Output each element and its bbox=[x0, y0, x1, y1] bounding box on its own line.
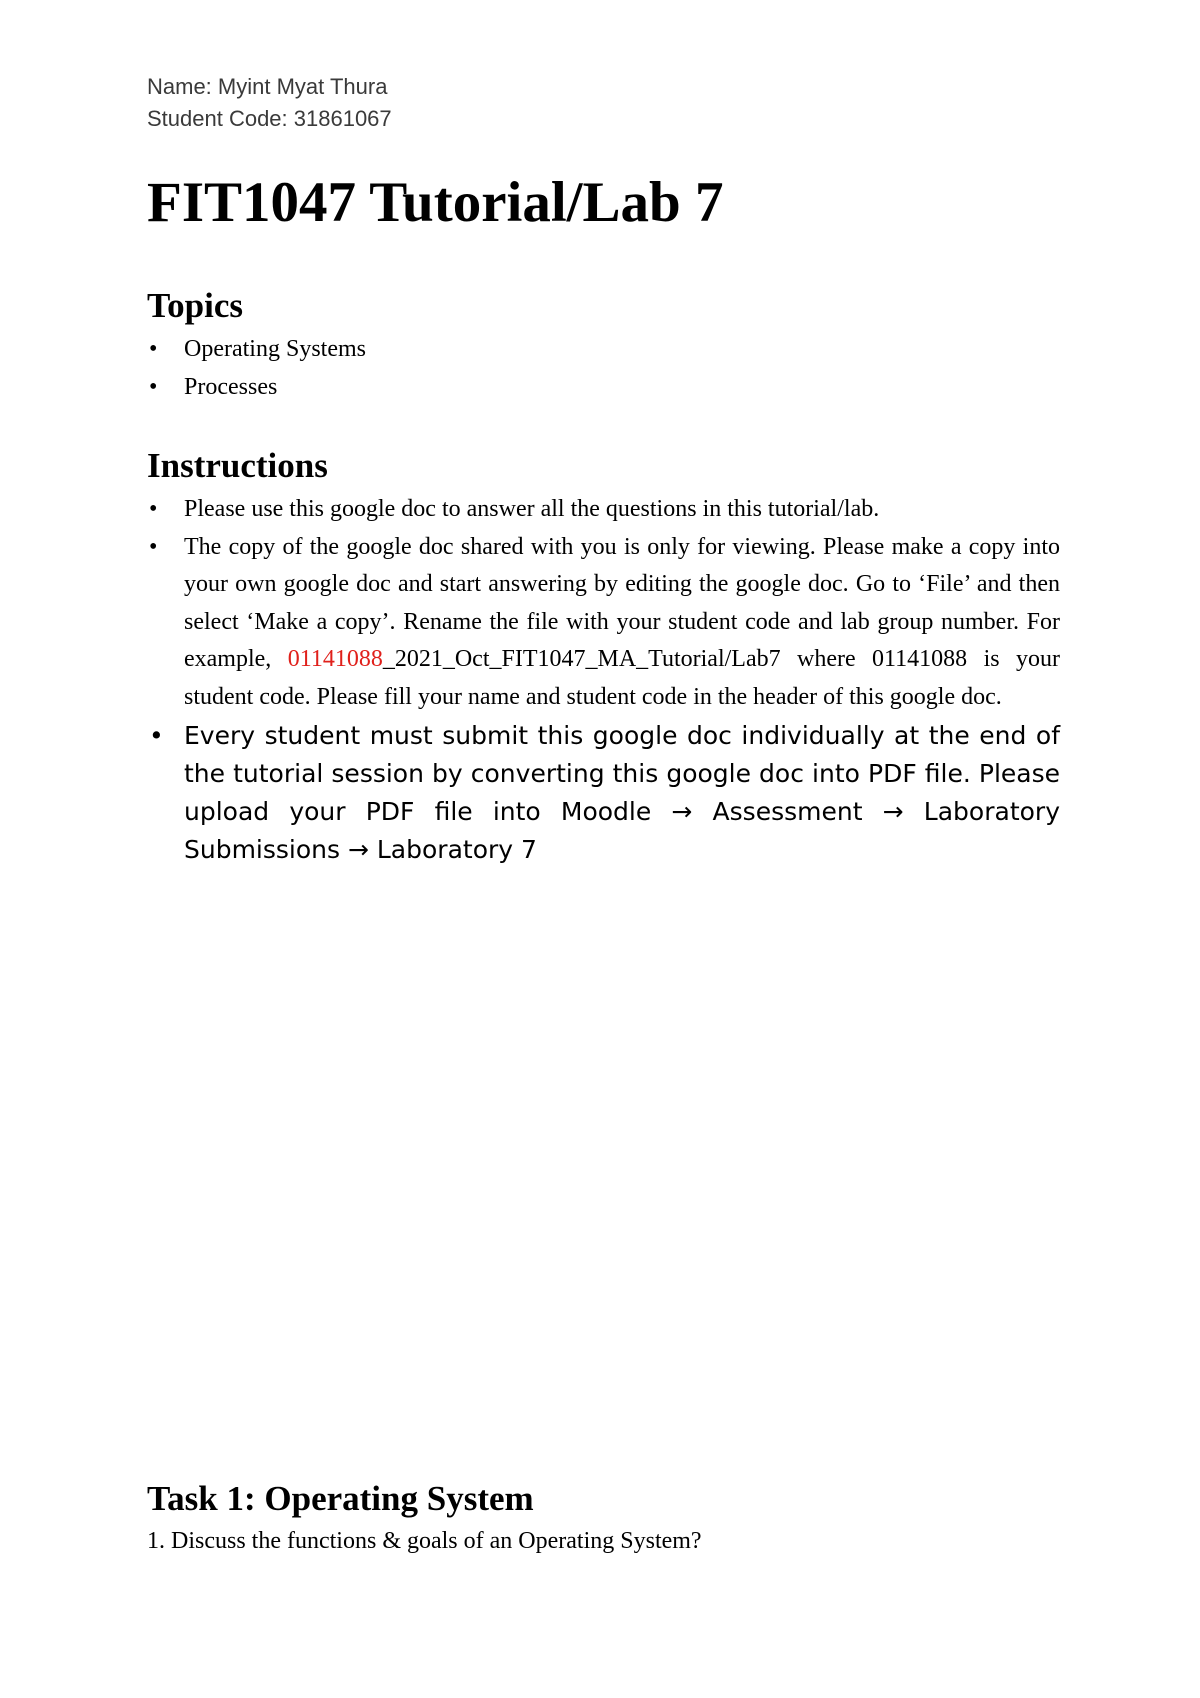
list-item bbox=[147, 491, 1060, 529]
instruction-text: The copy of the google doc shared with you is only for viewing. Please make a copy into your own google doc and start answering by editing the google doc. Go to ‘File’ and then select ‘Make a copy’. Rename the file with your student code and lab group number. For example, bbox=[184, 533, 1060, 673]
header-student-code: Student Code: 31861067 bbox=[147, 106, 392, 131]
instruction-text: Every student must submit this google doc individually at the end of the tutorial session by converting this google doc into PDF file. Please upload your PDF file into Moodle → Assessment → Laboratory Submissions → Laboratory 7 bbox=[184, 720, 1060, 864]
instructions-list bbox=[147, 491, 1060, 869]
task1-question-1: 1. Discuss the functions & goals of an Operating System? bbox=[147, 1528, 702, 1554]
list-item bbox=[147, 529, 1060, 717]
header-name: Name: Myint Myat Thura bbox=[147, 74, 388, 99]
list-item bbox=[147, 331, 1060, 369]
topic-item-label: Operating Systems bbox=[184, 336, 366, 362]
list-item bbox=[147, 717, 1060, 869]
bullet-icon: • bbox=[149, 336, 158, 362]
bullet-icon: • bbox=[149, 533, 158, 560]
task1-heading: Task 1: Operating System bbox=[147, 1479, 534, 1518]
bullet-icon: • bbox=[149, 373, 158, 400]
instructions-heading: Instructions bbox=[147, 446, 328, 485]
document-title: FIT1047 Tutorial/Lab 7 bbox=[147, 171, 724, 234]
instruction-text: Please use this google doc to answer all the questions in this tutorial/lab. bbox=[184, 496, 880, 522]
bullet-icon: • bbox=[149, 720, 164, 750]
example-student-code: 01141088 bbox=[287, 646, 383, 673]
instruction-text-continued: _2021_Oct_FIT1047_MA_Tutorial/Lab7 where 01141088 is your student code. Please fill your name and student code in the header of this google doc. bbox=[184, 646, 1060, 710]
bullet-icon: • bbox=[149, 496, 158, 522]
topics-list bbox=[147, 331, 1060, 406]
topics-heading: Topics bbox=[147, 286, 243, 325]
topic-item-label: Processes bbox=[184, 373, 278, 400]
list-item bbox=[147, 369, 1060, 407]
